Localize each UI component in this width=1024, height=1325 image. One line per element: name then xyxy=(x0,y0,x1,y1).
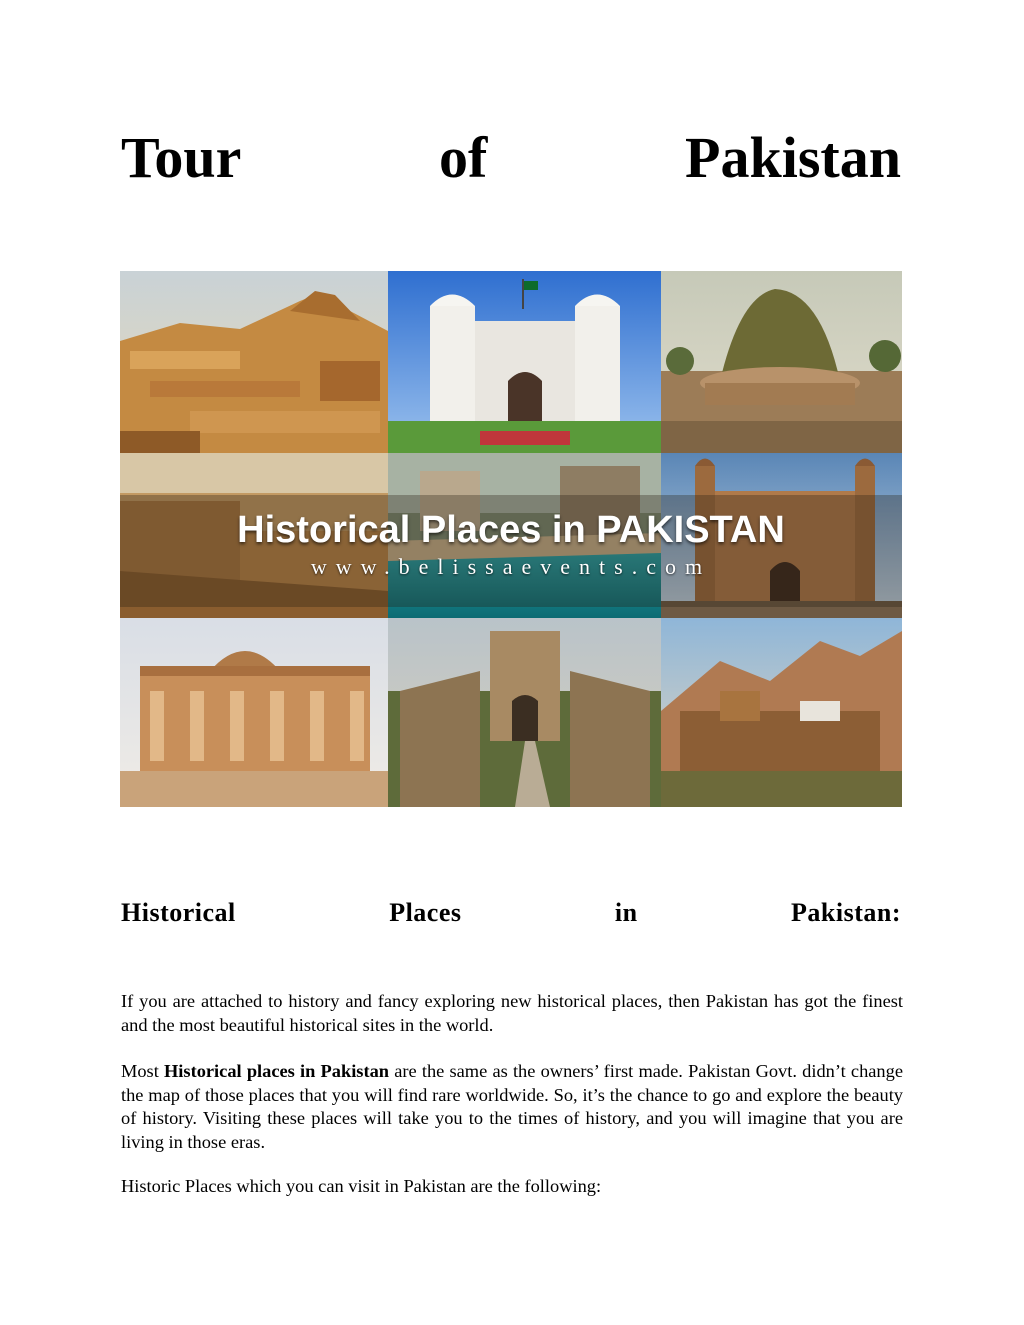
title-word: of xyxy=(439,125,488,190)
historical-places-collage xyxy=(120,271,902,807)
intro-paragraph: If you are attached to history and fancy exploring new historical places, then Pakistan has got the finest and the most beautiful historical sites in the world. xyxy=(121,991,903,1035)
details-paragraph xyxy=(121,1060,903,1154)
banner-title: Historical Places in PAKISTAN xyxy=(237,509,785,551)
banner-url: www.belissaevents.com xyxy=(310,554,712,579)
heading-word: Places xyxy=(389,898,462,927)
ruins-photo xyxy=(120,271,388,453)
list-intro-paragraph: Historic Places which you can visit in Pakistan are the following: xyxy=(121,1176,602,1196)
page-title xyxy=(121,118,901,198)
details-lead: Most xyxy=(121,1061,164,1081)
section-heading xyxy=(121,896,901,930)
heading-word: in xyxy=(614,898,638,927)
palace-photo xyxy=(120,618,388,807)
title-word: Tour xyxy=(121,125,242,190)
heading-word: Pakistan: xyxy=(791,898,901,927)
details-bold-phrase: Historical places in Pakistan xyxy=(164,1061,390,1081)
fort-gate-photo xyxy=(388,271,661,453)
mountain-ruins-photo xyxy=(661,618,902,807)
heading-word: Historical xyxy=(121,898,236,927)
stupa-photo xyxy=(661,271,902,453)
rohtas-fort-photo xyxy=(388,618,661,807)
title-word: Pakistan xyxy=(685,125,901,190)
details-rest: are the same as the owners’ first made. Pakistan Govt. didn’t change the map of those places that you will find rare worldwide. So, it’s the chance to go and explore the beauty of history. Visiting these places will take you to the times of history, and you will imagine that you are living in those eras. xyxy=(121,1061,903,1152)
